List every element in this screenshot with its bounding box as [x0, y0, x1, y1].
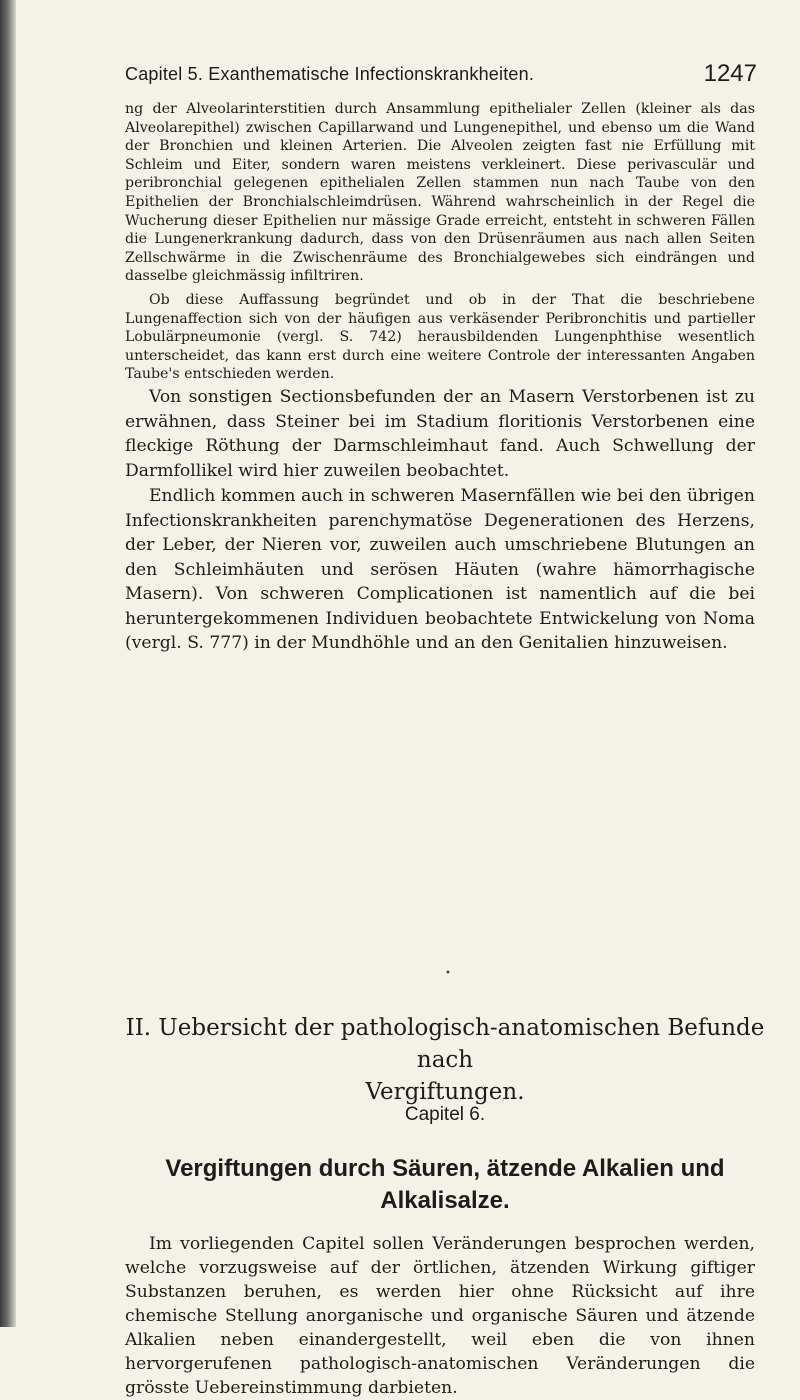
- running-head-title: Capitel 5. Exanthematische Infectionskrankheiten.: [125, 64, 535, 84]
- paragraph-alveolar-findings: ng der Alveolarinterstitien durch Ansammlung epithelialer Zellen (kleiner als das Alveolarepithel) zwischen Capillarwand und Lungenepithel, und ebenso um die Wand der Bronchien und kleinen Arterien. Die Alveolen zeigten fast nie Erfüllung mit Schleim und Eiter, sondern waren meistens verkleinert. Diese perivasculär und peribronchial gelegenen epithelialen Zellen stammen nun nach Taube von den Epithelien der Bronchialschleimdrüsen. Während wahrscheinlich in der Regel die Wucherung dieser Epithelien nur mässige Grade erreicht, entsteht in schweren Fällen die Lungenerkrankung dadurch, dass von den Drüsenräumen aus nach allen Seiten Zellschwärme in die Zwischenräume des Bronchialgewebes sich eindrängen und dasselbe gleichmässig infiltriren.: [125, 101, 755, 285]
- binding-edge: [0, 0, 16, 1327]
- chapter-title-line-1: Vergiftungen durch Säuren, ätzende Alkalien und: [165, 1155, 725, 1182]
- paragraph-other-section-findings: Von sonstigen Sectionsbefunden der an Masern Verstorbenen ist zu erwähnen, dass Steiner bei im Stadium floritionis Verstorbenen eine fleckige Röthung der Darmschleimhaut fand. Auch Schwellung der Darmfollikel wird hier zuweilen beobachtet.: [125, 387, 755, 481]
- section-heading-line-1: II. Uebersicht der pathologisch-anatomischen Befunde nach: [125, 1015, 765, 1073]
- chapter-label: Capitel 6.: [404, 1104, 486, 1125]
- running-head: [125, 60, 765, 94]
- chapter-title: [125, 1153, 765, 1217]
- paragraph-degenerations: Endlich kommen auch in schweren Masernfällen wie bei den übrigen Infectionskrankheiten parenchymatöse Degenerationen des Herzens, der Leber, der Nieren vor, zuweilen auch umschriebene Blutungen an den Schleimhäuten und serösen Häuten (wahre hämorrhagische Masern). Von schweren Complicationen ist namentlich auf die bei heruntergekommenen Individuen beobachtete Entwickelung von Noma (vergl. S. 777) in der Mundhöhle und an den Genitalien hinzuweisen.: [125, 486, 755, 653]
- paragraph-chapter-intro: Im vorliegenden Capitel sollen Veränderungen besprochen werden, welche vorzugsweise auf der örtlichen, ätzenden Wirkung giftiger Substanzen beruhen, es werden hier ohne Rücksicht auf ihre chemische Stellung anorganische und organische Säuren und ätzende Alkalien neben einandergestellt, weil eben die von ihnen hervorgerufenen pathologisch-anatomischen Veränderungen die grösste Uebereinstimmung darbieten.: [125, 1234, 755, 1398]
- paragraph-taube-assessment: Ob diese Auffassung begründet und ob in der That die beschriebene Lungenaffection sich von der häufigen aus verkäsender Peribronchitis und partieller Lobulärpneumonie (vergl. S. 742) herausbildenden Lungenphthise wesentlich unterscheidet, das kann erst durch eine weitere Controle der interessanten Angaben Taube's entschieden werden.: [125, 292, 755, 383]
- section-heading-line-2: Vergiftungen.: [365, 1079, 525, 1105]
- page-number: 1247: [703, 60, 757, 87]
- section-heading: [125, 1012, 765, 1108]
- chapter-title-line-2: Alkalisalze.: [380, 1187, 510, 1214]
- print-dot: •: [445, 968, 451, 979]
